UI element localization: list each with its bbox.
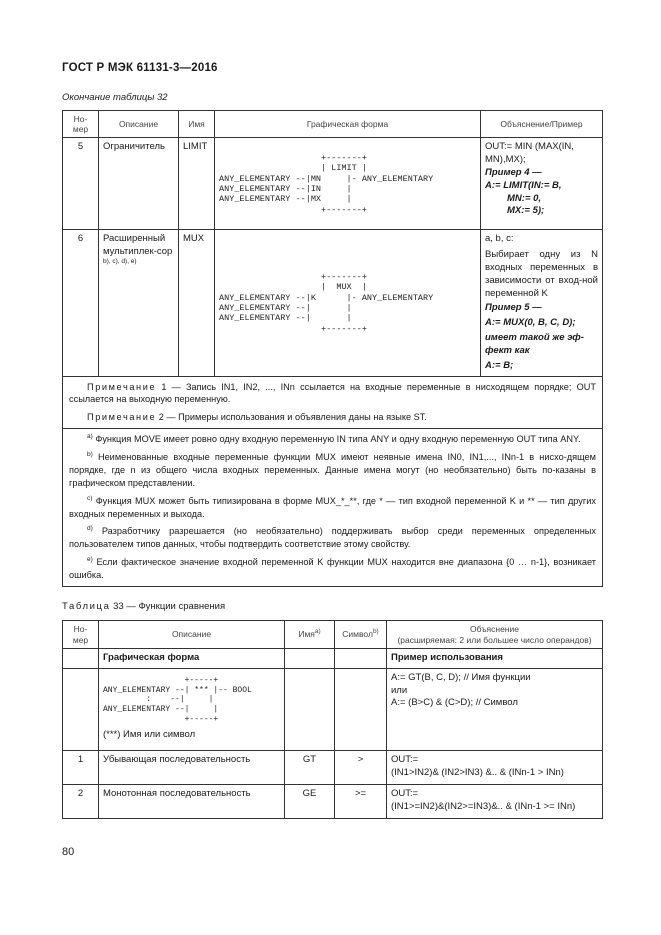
note-2 [69,411,596,424]
diagram-note: (***) Имя или символ [103,728,196,740]
footnote-text: Разработчику разрешается (но необязательно) поддерживать выбор среди переменных определенных пользователем типов данных, чтобы подтвердить соответствие этому свойству. [69,526,597,550]
footnote-a [69,433,596,446]
row-name: GT [285,750,335,784]
note-1 [69,381,596,407]
note-label: Примечание [87,412,157,423]
graphic-row [63,668,603,750]
example-label: Пример 5 — [485,302,542,314]
row-description: Убывающая последовательность [99,750,285,784]
footnote-refs: b), c), d), e) [103,257,137,265]
table33-caption-text: 33 — Функции сравнения [113,601,226,612]
col-description-header: Описание [99,111,179,138]
explanation-text: Выбирает одну из N входных переменных в зависимости от вход-ной переменной K [485,249,598,299]
footnote-d [69,525,596,551]
row-name: MUX [179,230,215,376]
col-number-header: Но-мер [63,621,99,649]
graphic-form-subheader: Графическая форма [99,649,285,669]
example-label: Пример 4 — [485,167,542,178]
footnote-text: Неименованные входные переменные функции MUX имеют неявные имена IN0, IN1,..., INn-1 в нисхо-дящем порядке, где n из общего числа входных переменных. Данные имена могут (но необязательно) быть по-казаны в графическом представлении. [69,452,596,488]
notes-row [63,376,603,429]
footnote-ref: a) [314,628,321,636]
col-explanation-header [387,621,603,649]
row-symbol: > [335,750,387,784]
col-description-header: Описание [99,621,285,649]
footnote-e [69,556,596,582]
footnote-mark: b) [87,450,93,458]
row-expression: (IN1>IN2)& (IN2>IN3) &.. & (INn-1 > INn) [391,766,564,778]
col-name-header: Имя [179,111,215,138]
col-graphic-header: Графическая форма [215,111,481,138]
usage-line: A:= GT(B, C, D); // Имя функции [391,671,531,683]
example-line: MN:= 0, [507,192,542,204]
table-row [63,138,603,230]
limit-diagram: +-------+ | LIMIT | ANY_ELEMENTARY --|MN |- ANY_ELEMENTARY ANY_ELEMENTARY --|IN | ANY_ELEMENTARY --|MX | +-------+ [219,152,434,215]
table-32 [62,110,603,587]
usage-line: или [391,684,408,696]
table-row [63,750,603,784]
row-out: OUT:= [391,787,419,799]
footnote-mark: d) [87,525,93,533]
row-expression: (IN1>=IN2)&(IN2>=IN3)&.. & (INn-1 >= INn) [391,800,576,812]
table33-caption [62,601,225,612]
row-number: 5 [63,138,99,230]
footnotes-row [63,429,603,587]
row-description: Монотонная последовательность [99,784,285,818]
footnote-text: Функция MUX может быть типизирована в форме MUX_*_**, где * — тип входной переменной K и ** — тип других входных переменных и выхода. [69,495,596,519]
page-number: 80 [62,846,75,858]
explanation-text: a, b, c: [485,233,514,245]
table-row [63,784,603,818]
row-name: GE [285,784,335,818]
footnote-text: Если фактическое значение входной переменной K функции MUX находится вне диапазона {0 … n-1}, возникает ошибка. [69,557,596,580]
row-number: 1 [63,750,99,784]
usage-example-subheader: Пример использования [387,649,603,669]
row-number: 2 [63,784,99,818]
row-name: LIMIT [179,138,215,230]
comparison-diagram: +-----+ ANY_ELEMENTARY --| *** |-- BOOL : --| | ANY_ELEMENTARY --| | +-----+ [103,675,252,724]
example-line: A:= MUX(0, B, C, D); [485,317,576,329]
table-row [63,230,603,376]
col-explanation-label: Объяснение [470,624,519,635]
note-text: 2 — Примеры использования и объявления даны на языке ST. [158,412,427,423]
footnote-ref: b) [372,628,379,636]
footnote-text: Функция MOVE имеет ровно одну входную переменную IN типа ANY и одну входную переменную OUT типа ANY. [95,434,581,445]
footnote-mark: a) [87,433,93,441]
col-explanation-header: Объяснение/Пример [481,111,603,138]
col-number-header: Но-мер [63,111,99,138]
row-symbol: >= [335,784,387,818]
row-description: Расширенный мультиплек-сор [103,233,173,258]
example-line: A:= B; [485,359,514,371]
note-label: Примечание [87,381,157,392]
footnote-b [69,451,596,490]
table33-caption-label: Таблица [62,601,111,612]
row-description: Ограничитель [99,138,179,230]
footnote-c [69,495,596,521]
table32-caption: Окончание таблицы 32 [62,92,168,103]
usage-line: A:= (B>C) & (C>D); // Символ [391,697,518,709]
col-symbol-header [335,621,387,649]
col-name-header [285,621,335,649]
col-symbol-label: Символ [342,629,373,640]
example-line: MX:= 5); [507,205,545,217]
row-out: OUT:= [391,753,419,765]
footnote-mark: e) [87,556,93,564]
subheader-row [63,649,603,669]
row-number: 6 [63,230,99,376]
document-header: ГОСТ Р МЭК 61131-3—2016 [62,62,218,74]
mux-diagram: +-------+ | MUX | ANY_ELEMENTARY --|K |- ANY_ELEMENTARY ANY_ELEMENTARY --| | ANY_ELEMENTARY --| | +-------+ [219,271,434,334]
footnote-mark: c) [87,494,93,502]
example-line: A:= LIMIT(IN:= B, [485,179,562,191]
table33-header-row [63,621,603,649]
explanation-text: OUT:= MIN (MAX(IN, MN),MX); [485,141,574,166]
table32-header-row [63,111,603,138]
note-text: 1 — Запись IN1, IN2, ..., INn ссылается на входные переменные в нисходящем порядке; OUT ссылается на выходную переменную. [69,381,596,405]
example-line: имеет такой же эф-фект как [485,332,584,356]
table-33 [62,620,603,819]
col-name-label: Имя [298,629,315,640]
col-explanation-sublabel: (расширяемая: 2 или большее число операндов) [397,634,592,645]
